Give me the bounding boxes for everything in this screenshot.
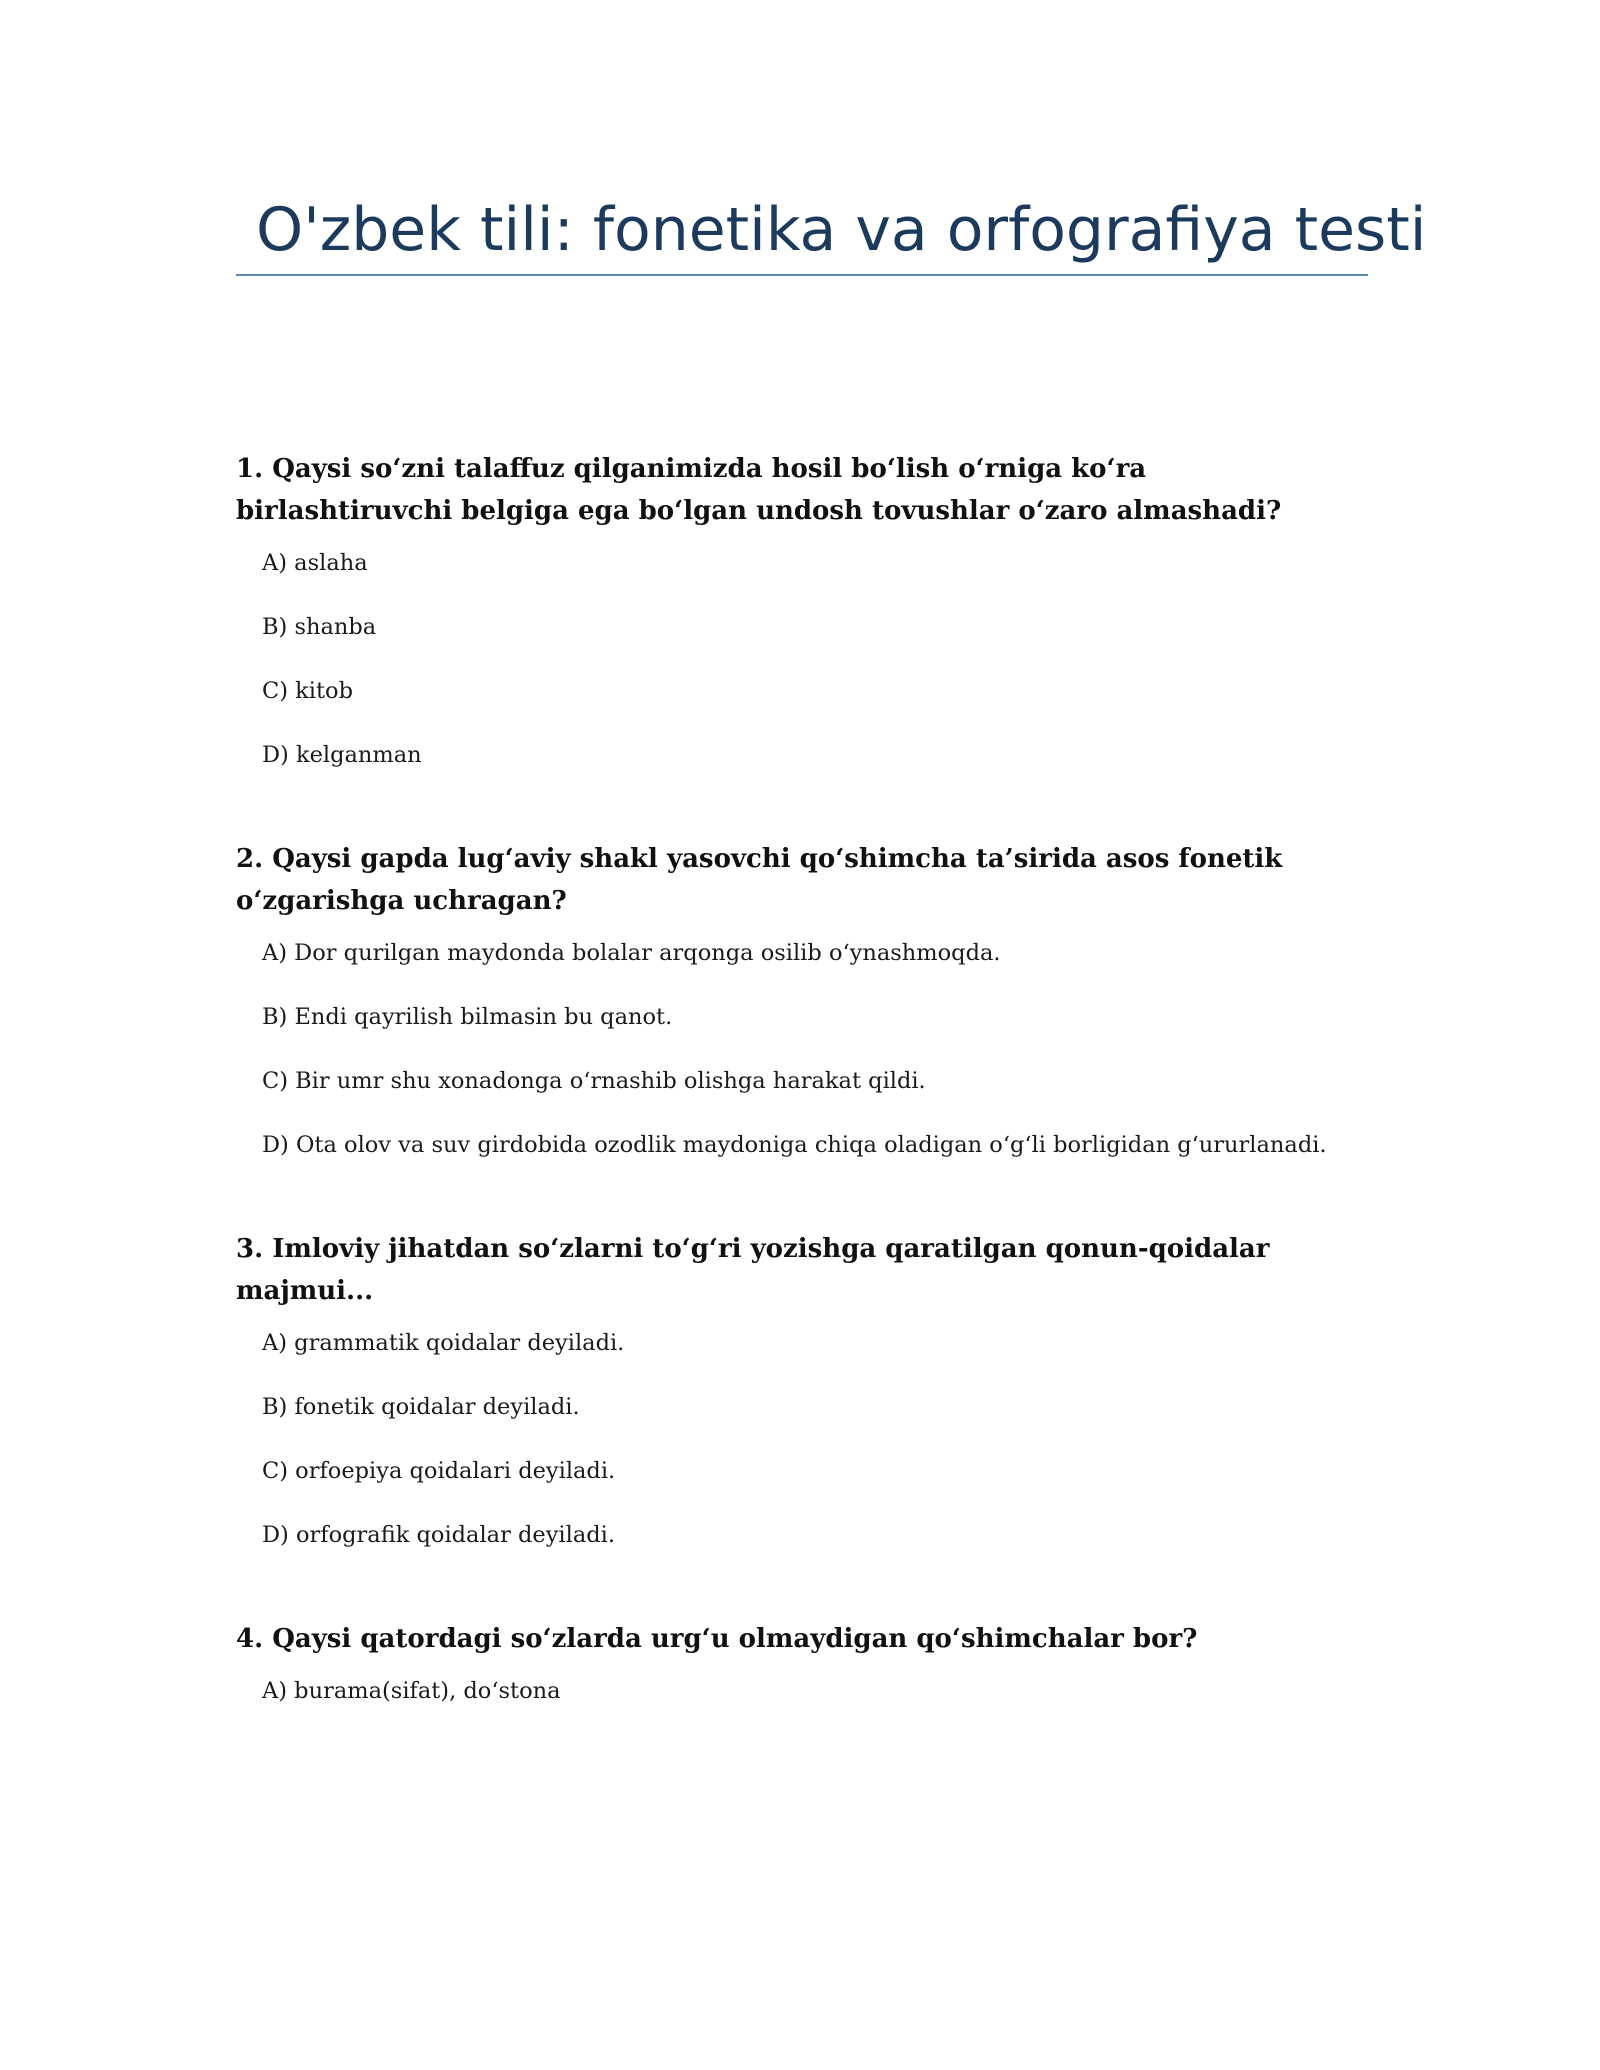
answer-options: [236, 548, 1368, 770]
question-4: [236, 1618, 1368, 1706]
answer-option-a: A) grammatik qoidalar deyiladi.: [262, 1330, 625, 1356]
answer-option-a: A) Dor qurilgan maydonda bolalar arqonga osilib oʻynashmoqda.: [262, 940, 1001, 966]
answer-option-b: B) shanba: [262, 614, 377, 640]
question-2: [236, 838, 1368, 1160]
answer-option-d: D) kelganman: [262, 742, 422, 768]
document-title: O'zbek tili: fonetika va orfografiya testi: [256, 195, 1427, 265]
answer-option-b: B) fonetik qoidalar deyiladi.: [262, 1394, 580, 1420]
title-block: [236, 190, 1427, 276]
answer-options: [236, 938, 1368, 1160]
question-text: 2. Qaysi gapda lugʻaviy shakl yasovchi qoʻshimcha ta’sirida asos fonetik oʻzgarishga uchragan?: [236, 844, 1283, 916]
answer-option-a: A) aslaha: [262, 550, 368, 576]
question-text: 4. Qaysi qatordagi soʻzlarda urgʻu olmaydigan qoʻshimchalar bor?: [236, 1624, 1198, 1654]
answer-option-c: C) orfoepiya qoidalari deyiladi.: [262, 1458, 616, 1484]
question-text: 1. Qaysi soʻzni talaffuz qilganimizda hosil boʻlish oʻrniga koʻra birlashtiruvchi belgiga ega boʻlgan undosh tovushlar oʻzaro almashadi?: [236, 454, 1282, 526]
answer-option-d: D) Ota olov va suv girdobida ozodlik maydoniga chiqa oladigan oʻgʻli borligidan gʻururlanadi.: [262, 1132, 1327, 1158]
answer-options: [236, 1676, 1368, 1706]
question-text: 3. Imloviy jihatdan soʻzlarni toʻgʻri yozishga qaratilgan qonun-qoidalar majmui...: [236, 1234, 1270, 1306]
answer-option-a: A) burama(sifat), doʻstona: [262, 1678, 561, 1704]
answer-option-d: D) orfografik qoidalar deyiladi.: [262, 1522, 615, 1548]
title-underline: [236, 274, 1368, 276]
answer-option-c: C) kitob: [262, 678, 353, 704]
question-list: [236, 448, 1368, 1774]
answer-options: [236, 1328, 1368, 1550]
answer-option-c: C) Bir umr shu xonadonga oʻrnashib olishga harakat qildi.: [262, 1068, 926, 1094]
question-3: [236, 1228, 1368, 1550]
question-1: [236, 448, 1368, 770]
answer-option-b: B) Endi qayrilish bilmasin bu qanot.: [262, 1004, 673, 1030]
